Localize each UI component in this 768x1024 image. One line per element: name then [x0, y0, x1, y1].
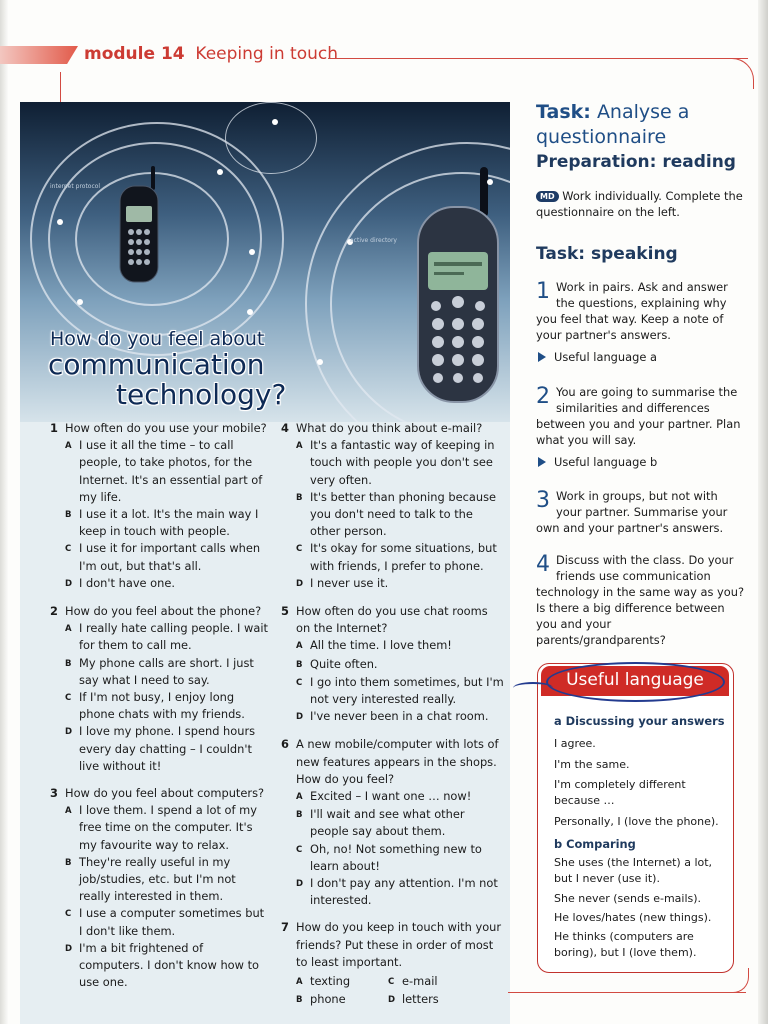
- step-text: Work in pairs. Ask and answer the questions, explaining why you feel that way. Keep a note of your partner's answers.: [536, 280, 728, 342]
- module-number: module 14: [84, 44, 185, 64]
- question-7: [281, 919, 505, 1009]
- header-left-tick: [60, 72, 61, 102]
- option-letter: A: [296, 792, 303, 803]
- useful-language-b-link[interactable]: [538, 455, 657, 469]
- question-2: [50, 603, 270, 775]
- option-letter: A: [65, 441, 72, 452]
- option-text: It's a fantastic way of keeping in touch with people you don't see very often.: [310, 438, 495, 487]
- option-text: They're really useful in my job/studies, etc. but I'm not really interested in them.: [79, 854, 236, 904]
- option-letter: D: [65, 727, 73, 738]
- question-number: 6: [281, 737, 289, 752]
- answer-option[interactable]: [296, 788, 505, 806]
- question-text: How often do you use chat rooms on the Internet?: [296, 604, 488, 636]
- question-text: How do you feel about the phone?: [65, 604, 262, 619]
- step-text: You are going to summarise the similarities and differences between you and your partner. Plan what you will say.: [536, 385, 741, 447]
- question-stem: [50, 785, 270, 802]
- option-letter: D: [296, 712, 304, 723]
- answer-option[interactable]: [296, 841, 505, 875]
- option-letter: A: [296, 641, 303, 652]
- option-letter: B: [296, 492, 303, 503]
- option-text: I use it all the time – to call people, to take photos, for the Internet. It's an essential part of my life.: [79, 438, 263, 504]
- question-text: What do you think about e-mail?: [296, 421, 483, 435]
- option-text: I really hate calling people. I wait for them to call me.: [79, 621, 268, 653]
- question-3: [50, 785, 270, 991]
- option-letter: D: [65, 943, 73, 954]
- option-text: Excited – I want one … now!: [310, 789, 472, 804]
- option-letter: A: [296, 441, 303, 452]
- step-text: Discuss with the class. Do your friends use communication technology in the same way as you? Is there a big difference between you and your parents/grandparents?: [536, 553, 744, 647]
- option-text: Quite often.: [310, 656, 378, 671]
- option-letter: A: [296, 977, 303, 988]
- option-letter: D: [65, 578, 73, 589]
- answer-option[interactable]: [296, 708, 505, 726]
- option-text: phone: [310, 992, 346, 1007]
- answer-option[interactable]: [65, 575, 270, 593]
- option-text: I love them. I spend a lot of my free time on the computer. It's my favourite way to relax.: [79, 803, 257, 852]
- step-number: 3: [536, 488, 550, 513]
- answer-option[interactable]: [65, 620, 270, 654]
- option-text: I use it for important calls when I'm out, but that's all.: [79, 541, 261, 573]
- question-stem: [281, 603, 505, 637]
- option-text: Oh, no! Not something new to learn about!: [310, 841, 482, 873]
- phrase-item: Personally, I (love the phone).: [554, 815, 719, 828]
- header-rule-corner: [715, 58, 754, 89]
- question-number: 3: [50, 786, 58, 801]
- option-letter: C: [65, 909, 72, 920]
- question-stem: [50, 420, 270, 437]
- option-letter: C: [296, 677, 303, 688]
- questionnaire-panel: [20, 102, 510, 1024]
- question-stem: [50, 603, 270, 620]
- large-phone-icon: [418, 167, 498, 402]
- hero-title-line1: How do you feel about: [50, 328, 265, 350]
- answer-option[interactable]: [296, 875, 505, 909]
- option-letter: D: [296, 879, 304, 890]
- option-text: All the time. I love them!: [310, 638, 452, 653]
- ranking-option[interactable]: [388, 991, 488, 1009]
- step-number: 1: [536, 279, 550, 304]
- option-text: I never use it.: [310, 575, 389, 590]
- answer-option[interactable]: [296, 489, 505, 541]
- answer-option[interactable]: [65, 540, 270, 574]
- option-text: letters: [402, 992, 439, 1007]
- option-text: I don't pay any attention. I'm not interested.: [310, 876, 498, 908]
- phrase-item: She never (sends e-mails).: [554, 892, 702, 905]
- ranking-option[interactable]: [296, 973, 388, 991]
- footer-rule: [508, 992, 746, 993]
- questionnaire-column-2: [281, 420, 505, 1010]
- option-letter: D: [296, 578, 304, 589]
- answer-option[interactable]: [296, 806, 505, 840]
- question-4: [281, 420, 505, 593]
- option-letter: B: [65, 658, 72, 669]
- step-number: 2: [536, 384, 550, 409]
- hero-title: [48, 328, 286, 410]
- option-text: I'll wait and see what other people say about them.: [310, 807, 465, 839]
- useful-language-a-link[interactable]: [538, 350, 657, 364]
- option-text: I've never been in a chat room.: [310, 709, 489, 724]
- hero-caption-2: active directory: [350, 237, 397, 244]
- task-title-text: Analyse a questionnaire: [536, 101, 690, 148]
- task-step-4: [536, 552, 744, 648]
- option-text: I use a computer sometimes but I don't like them.: [79, 906, 265, 938]
- useful-language-title: Useful language: [566, 670, 704, 690]
- md-badge-icon: MD: [536, 191, 559, 202]
- task-label: Task:: [536, 101, 591, 123]
- step-text: Work in groups, but not with your partner. Summarise your own and your partner's answers.: [536, 489, 728, 535]
- question-number: 7: [281, 920, 289, 935]
- option-text: It's better than phoning because you don't need to talk to the other person.: [310, 489, 497, 539]
- preparation-text: Work individually. Complete the questionnaire on the left.: [536, 189, 743, 219]
- module-tab-bar: [0, 46, 78, 64]
- answer-option[interactable]: [296, 575, 505, 593]
- question-number: 1: [50, 421, 58, 435]
- option-text: I don't have one.: [79, 575, 176, 590]
- option-text: I go into them sometimes, but I'm not very interested really.: [310, 674, 504, 707]
- useful-language-section-a: a Discussing your answers: [554, 714, 725, 728]
- question-text: How do you feel about computers?: [65, 786, 265, 801]
- hero-title-line2: communication: [48, 348, 265, 381]
- option-text: I'm a bit frightened of computers. I don't know how to use one.: [79, 940, 260, 990]
- answer-option[interactable]: [296, 656, 505, 674]
- hero-image: [20, 102, 510, 422]
- option-letter: C: [65, 544, 72, 555]
- phrase-item: I agree.: [554, 737, 596, 750]
- option-letter: A: [65, 624, 72, 635]
- task-step-1: [536, 279, 744, 343]
- option-text: I love my phone. I spend hours every day chatting – I couldn't live without it!: [79, 724, 256, 773]
- option-letter: A: [65, 806, 72, 817]
- option-letter: D: [388, 995, 396, 1006]
- phrase-item: I'm completely different because …: [554, 778, 686, 807]
- phrase-item: He thinks (computers are boring), but I (love them).: [554, 930, 697, 959]
- question-text: How often do you use your mobile?: [65, 421, 267, 435]
- page-edge-shadow: [758, 0, 768, 1024]
- question-number: 4: [281, 421, 289, 435]
- question-6: [281, 736, 505, 909]
- question-number: 2: [50, 604, 58, 619]
- option-text: texting: [310, 974, 351, 989]
- phrase-item: I'm the same.: [554, 758, 630, 771]
- page-gutter-shadow: [0, 0, 8, 1024]
- option-letter: C: [388, 977, 395, 988]
- answer-option[interactable]: [65, 802, 270, 854]
- speaking-heading: Task: speaking: [536, 244, 678, 264]
- question-text: How do you keep in touch with your friends? Put these in order of most to least important.: [296, 920, 502, 969]
- answer-option[interactable]: [296, 540, 505, 574]
- answer-option[interactable]: [65, 437, 270, 506]
- small-phone-icon: [120, 166, 158, 282]
- footer-rule-corner: [730, 968, 749, 993]
- task-step-3: [536, 488, 744, 536]
- answer-option[interactable]: [65, 905, 270, 939]
- answer-option[interactable]: [65, 940, 270, 992]
- module-heading: [84, 44, 338, 64]
- question-stem: [281, 919, 505, 971]
- option-text: I use it a lot. It's the main way I keep in touch with people.: [79, 507, 259, 539]
- question-stem: [281, 736, 505, 788]
- hero-title-line3: technology?: [116, 378, 287, 411]
- option-text: My phone calls are short. I just say what I need to say.: [79, 655, 254, 687]
- question-1: [50, 420, 270, 593]
- step-number: 4: [536, 552, 550, 577]
- option-text: It's okay for some situations, but with friends, I prefer to phone.: [310, 541, 497, 573]
- ranking-option[interactable]: [388, 973, 488, 991]
- option-letter: B: [296, 995, 303, 1006]
- task-step-2: [536, 384, 744, 448]
- module-title: Keeping in touch: [195, 44, 338, 64]
- option-letter: B: [296, 659, 303, 670]
- option-letter: C: [296, 544, 303, 555]
- option-letter: B: [65, 510, 72, 521]
- preparation-heading: Preparation: reading: [536, 152, 736, 172]
- arrow-right-icon: [538, 457, 546, 467]
- option-letter: C: [65, 693, 72, 704]
- header-rule: [328, 58, 748, 59]
- link-label: Useful language b: [554, 455, 658, 469]
- useful-language-section-b: b Comparing: [554, 837, 636, 851]
- question-5: [281, 603, 505, 726]
- option-letter: B: [296, 810, 303, 821]
- option-text: If I'm not busy, I enjoy long phone chats with my friends.: [79, 690, 245, 722]
- answer-option[interactable]: [296, 674, 505, 708]
- questionnaire-column-1: [50, 420, 270, 992]
- answer-option[interactable]: [65, 506, 270, 540]
- arrow-right-icon: [538, 352, 546, 362]
- question-stem: [281, 420, 505, 437]
- task-title: [536, 100, 756, 150]
- phrase-item: She uses (the Internet) a lot, but I never (use it).: [554, 856, 713, 885]
- option-letter: B: [65, 857, 72, 868]
- answer-option[interactable]: [65, 854, 270, 906]
- answer-option[interactable]: [65, 689, 270, 723]
- answer-option[interactable]: [296, 437, 505, 489]
- question-text: A new mobile/computer with lots of new features appears in the shops. How do you feel?: [296, 737, 499, 786]
- ranking-option[interactable]: [296, 991, 388, 1009]
- option-text: e-mail: [402, 974, 438, 989]
- answer-option[interactable]: [65, 655, 270, 689]
- option-letter: C: [296, 844, 303, 855]
- hero-caption-1: internet protocol: [50, 183, 101, 190]
- ranking-options-grid: [296, 973, 505, 1009]
- question-number: 5: [281, 604, 289, 619]
- preparation-instructions: [536, 188, 748, 220]
- answer-option[interactable]: [296, 637, 505, 655]
- phrase-item: He loves/hates (new things).: [554, 911, 712, 924]
- link-label: Useful language a: [554, 350, 657, 364]
- answer-option[interactable]: [65, 723, 270, 775]
